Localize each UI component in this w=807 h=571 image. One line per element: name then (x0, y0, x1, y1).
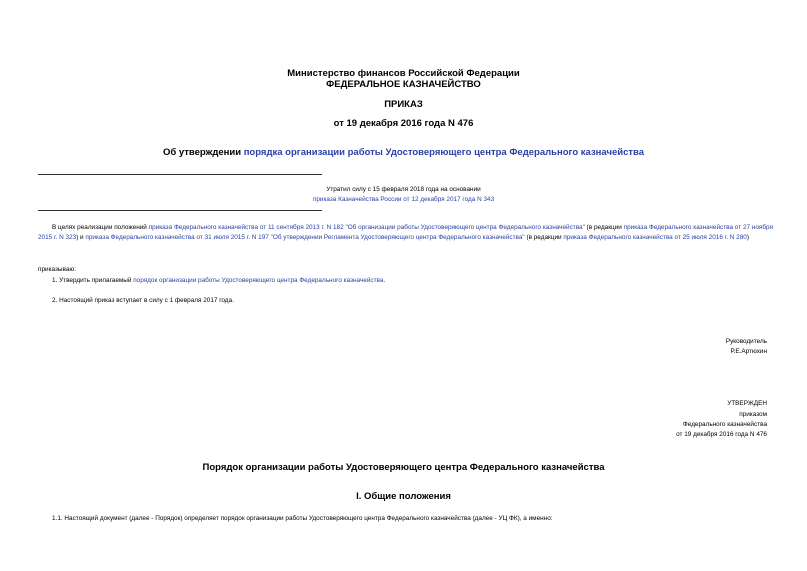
preamble-text-3: ) и (76, 233, 86, 241)
approval-line-4: от 19 декабря 2016 года N 476 (676, 431, 767, 438)
preamble-text-1: В целях реализации положений (52, 224, 149, 231)
item-1-prefix: 1. Утвердить прилагаемый (52, 277, 134, 284)
expiry-note-link-line (0, 195, 807, 205)
preamble-paragraph (38, 223, 773, 242)
preamble-link-order-280[interactable]: приказа Федерального казначейства от 25 июля 2016 г. N 280 (563, 233, 747, 241)
item-2: 2. Настоящий приказ вступает в силу с 1 февраля 2017 года. (52, 297, 234, 304)
section-1-paragraph-1: 1.1. Настоящий документ (далее - Порядок) определяет порядок организации работы Удостоверяющего центра Федерального казначейства (далее - УЦ ФК), а именно: (52, 515, 553, 522)
preamble-text-2: (в редакции (584, 224, 624, 231)
preamble-link-order-197[interactable]: приказа Федерального казначейства от 31 июля 2015 г. N 197 "Об утверждении Регламента Удостоверяющего центра Федерального казначейства" (85, 233, 525, 241)
preamble-text-4: (в редакции (524, 233, 564, 241)
title-prefix: Об утверждении (162, 147, 244, 158)
signature-name: Р.Е.Артюхин (730, 348, 767, 355)
ministry-name: Министерство финансов Российской Федерации (287, 68, 520, 79)
document-date-number: от 19 декабря 2016 года N 476 (333, 118, 474, 129)
divider-bottom (38, 210, 322, 211)
document-type: ПРИКАЗ (384, 99, 423, 110)
item-1 (52, 276, 772, 286)
divider-top (38, 174, 322, 175)
item-1-link[interactable]: порядок организации работы Удостоверяющего центра Федерального казначейства (133, 277, 384, 284)
preamble-link-order-182[interactable]: приказа Федерального казначейства от 11 сентября 2013 г. N 182 "Об организации работы Удостоверяющего центра Федерального казначейства" (148, 224, 585, 231)
agency-name: ФЕДЕРАЛЬНОЕ КАЗНАЧЕЙСТВО (326, 79, 481, 90)
order-word: приказываю: (38, 266, 76, 273)
approval-line-1: УТВЕРЖДЕН (727, 400, 767, 407)
expiry-note-line: Утратил силу с 15 февраля 2018 года на основании (326, 186, 481, 193)
item-1-suffix: . (383, 277, 386, 284)
title-link[interactable]: порядка организации работы Удостоверяющего центра Федерального казначейства (243, 147, 645, 158)
expiry-note-link[interactable]: приказа Казначейства России от 12 декабря 2017 года N 343 (312, 196, 495, 203)
approval-line-2: приказом (739, 411, 767, 418)
preamble-link-order-323[interactable]: приказа Федерального казначейства от 27 ноября 2015 г. N 323 (38, 224, 773, 241)
signature-role: Руководитель (725, 338, 767, 345)
preamble-text-5: ) (746, 233, 749, 241)
approval-line-3: Федерального казначейства (682, 421, 767, 428)
procedure-title: Порядок организации работы Удостоверяющего центра Федерального казначейства (202, 462, 605, 473)
section-1-title: I. Общие положения (356, 491, 451, 502)
document-title (0, 147, 807, 159)
